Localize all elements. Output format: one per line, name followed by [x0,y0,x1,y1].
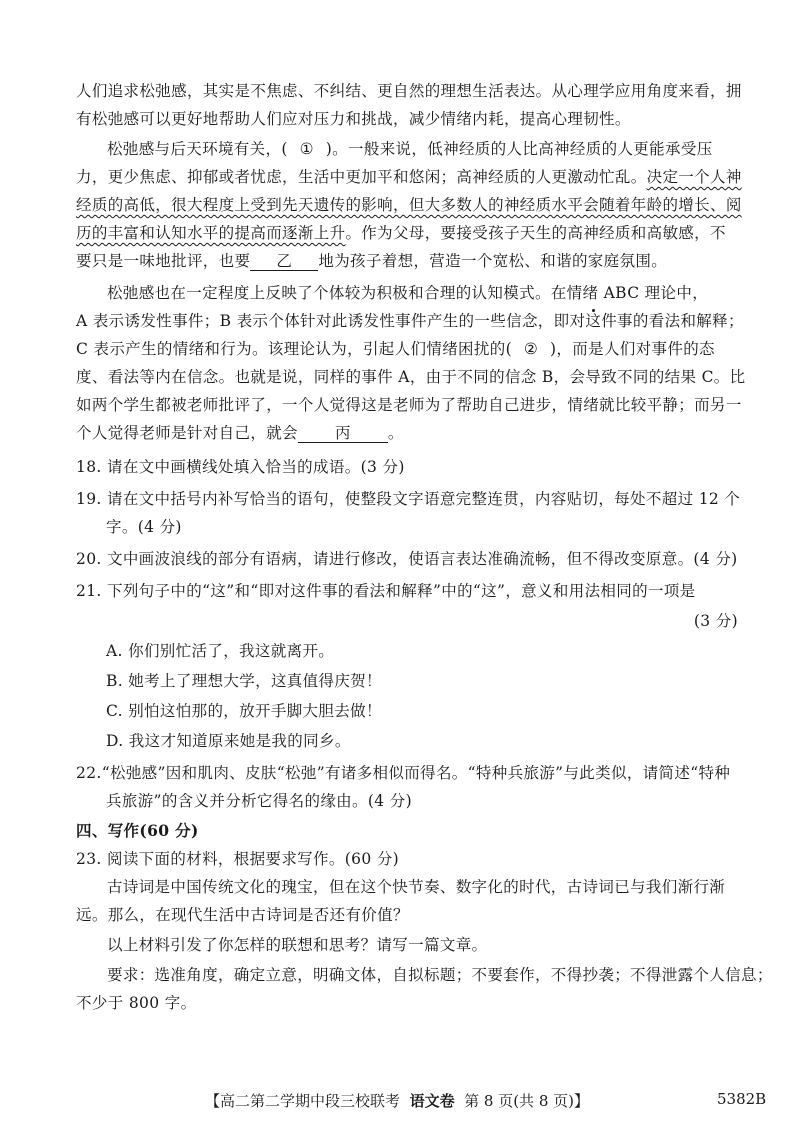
question-21-score: (3 分) [693,612,738,630]
question-19-line2: 字。(4 分) [106,518,182,536]
option-d: D. 我这才知道原来她是我的同乡。 [106,732,351,750]
question-22-line1: 22.“松弛感”因和肌肉、皮肤“松弛”有诸多相似而得名。“特种兵旅游”与此类似，请简述“特种 [76,764,731,782]
question-21-line1: 21. 下列句子中的“这”和“即对这件事的看法和解释”中的“这”，意义和用法相同的一项是 [76,582,696,600]
footer-page-info: 第 8 页(共 8 页)】 [464,1092,589,1110]
question-23: 23. 阅读下面的材料，根据要求写作。(60 分) [76,850,400,868]
blank-bing: 丙 [298,424,388,443]
requirements-line2: 不少于 800 字。 [76,994,197,1012]
paper-code: 5382B [717,1090,767,1108]
passage-p2-line3 [76,194,742,216]
blank-2: ② [523,340,539,358]
option-b: B. 她考上了理想大学，这真值得庆贺！ [106,672,382,690]
writing-prompt: 以上材料引发了你怎样的联想和思考？请写一篇文章。 [107,936,488,954]
passage-p3-line1: 松弛感也在一定程度上反映了个体较为积极和合理的认知模式。在情绪 ABC 理论中， [107,284,709,302]
section-title-writing: 四、写作(60 分) [76,821,199,840]
passage-p2-line2: 力，更少焦虑、抑郁或者忧虑，生活中更加平和悠闲；高神经质的人更激动忙乱。决定一个人神 [76,168,742,186]
emphasis-dot-char: 这 [585,312,602,330]
passage-p2-line4: 历的丰富和认知水平的提高而逐渐上升。作为父母，要接受孩子天生的高神经质和高敏感，不 [76,224,726,242]
question-19-line1: 19. 请在文中括号内补写恰当的语句，使整段文字语意完整连贯，内容贴切，每处不超过 12 个 [76,490,741,508]
question-20: 20. 文中画波浪线的部分有语病，请进行修改，使语言表达准确流畅，但不得改变原意。(4 分) [76,550,738,568]
question-22-line2: 兵旅游”的含义并分析它得名的缘由。(4 分) [106,792,413,810]
question-18: 18. 请在文中画横线处填入恰当的成语。(3 分) [76,458,405,476]
footer-subject: 语文卷 [409,1092,455,1110]
blank-yi: 乙 [250,252,318,271]
page-footer: 【高二第二学期中段三校联考 语文卷 第 8 页(共 8 页)】 [205,1092,589,1110]
passage-p2-line1: 松弛感与后天环境有关，( ① )。一般来说，低神经质的人比高神经质的人更能承受压 [107,140,713,158]
option-a: A. 你们别忙活了，我这就离开。 [106,642,335,660]
wavy-underline-text: 历的丰富和认知水平的提高而逐渐上升 [76,224,346,242]
material-line1: 古诗词是中国传统文化的瑰宝，但在这个快节奏、数字化的时代，古诗词已与我们渐行渐 [107,878,726,896]
wavy-underline-text: 决定一个人神 [646,168,742,186]
option-c: C. 别怕这怕那的，放开手脚大胆去做！ [106,702,382,720]
passage-p3-line6: 个人觉得老师是针对自己，就会 丙 。 [76,424,404,442]
blank-1: ① [299,140,314,158]
passage-p2-line5: 要只是一味地批评，也要 乙 地为孩子着想，营造一个宽松、和谐的家庭氛围。 [76,252,668,270]
passage-p3-line2: A 表示诱发性事件；B 表示个体针对此诱发性事件产生的一些信念，即对这件事的看法和解释； [76,312,744,330]
passage-p3-line5: 如两个学生都被老师批评了，一个人觉得这是老师为了帮助自己进步，情绪就比较平静；而另一 [76,396,742,414]
passage-p1-line2: 有松弛感可以更好地帮助人们应对压力和挑战，减少情绪内耗，提高心理韧性。 [76,110,631,128]
wavy-underline-text: 经质的高低，很大程度上受到先天遗传的影响，但大多数人的神经质水平会随着年龄的增长、阅 [76,196,742,214]
material-line2: 远。那么，在现代生活中古诗词是否还有价值？ [76,906,409,924]
passage-p3-line3: C 表示产生的情绪和行为。该理论认为，引起人们情绪困扰的( ② )，而是人们对事件的态 [76,340,715,358]
passage-p1-line1: 人们追求松弛感，其实是不焦虑、不纠结、更自然的理想生活表达。从心理学应用角度来看，拥 [76,82,742,100]
requirements-line1: 要求：选准角度，确定立意，明确文体，自拟标题；不要套作，不得抄袭；不得泄露个人信息； [107,966,773,984]
passage-p3-line4: 度、看法等内在信念。也就是说，同样的事件 A，由于不同的信念 B，会导致不同的结果 C。比 [76,368,746,386]
